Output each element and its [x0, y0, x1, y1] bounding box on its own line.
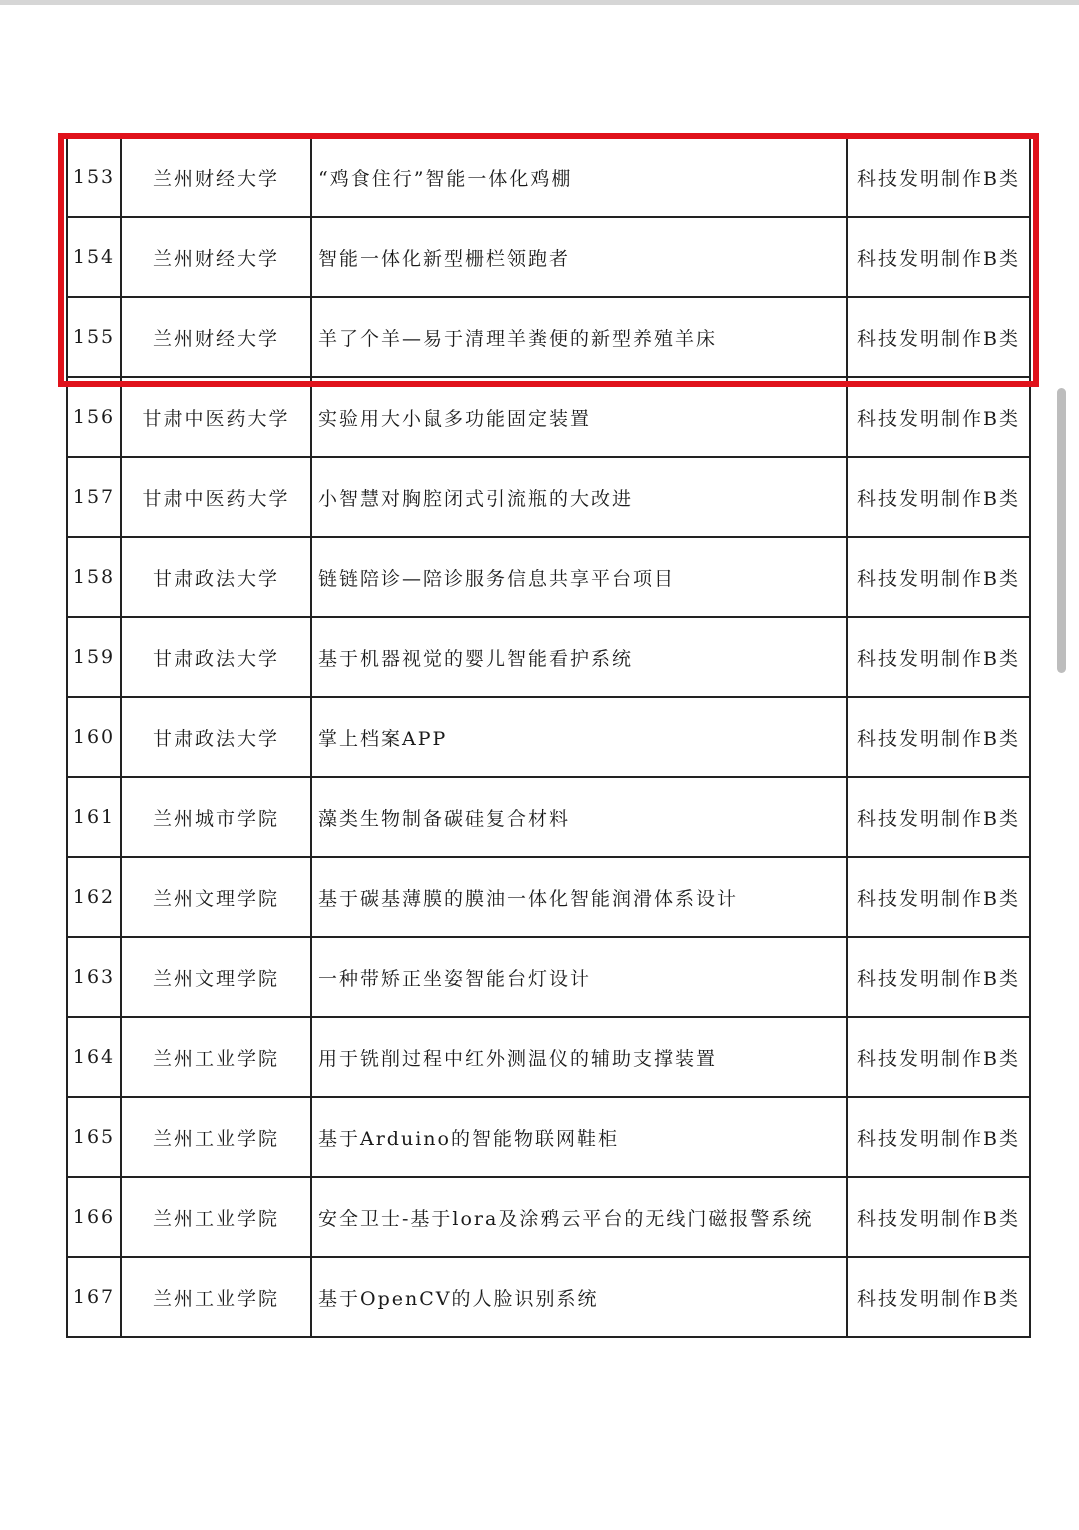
table-row [67, 537, 1030, 617]
award-category: 科技发明制作B类 [847, 377, 1030, 457]
table-row [67, 297, 1030, 377]
project-title: 基于碳基薄膜的膜油一体化智能润滑体系设计 [311, 857, 847, 937]
project-title: 实验用大小鼠多功能固定装置 [311, 377, 847, 457]
school-name: 甘肃中医药大学 [121, 457, 311, 537]
project-title: 羊了个羊—易于清理羊粪便的新型养殖羊床 [311, 297, 847, 377]
award-category: 科技发明制作B类 [847, 937, 1030, 1017]
school-name: 兰州财经大学 [121, 137, 311, 217]
school-name: 兰州工业学院 [121, 1097, 311, 1177]
top-edge-strip [0, 0, 1079, 5]
project-title: 藻类生物制备碳硅复合材料 [311, 777, 847, 857]
school-name: 甘肃政法大学 [121, 697, 311, 777]
row-number: 158 [67, 537, 121, 617]
award-category: 科技发明制作B类 [847, 457, 1030, 537]
row-number: 160 [67, 697, 121, 777]
project-title: 基于机器视觉的婴儿智能看护系统 [311, 617, 847, 697]
award-category: 科技发明制作B类 [847, 537, 1030, 617]
row-number: 155 [67, 297, 121, 377]
table-row [67, 617, 1030, 697]
row-number: 157 [67, 457, 121, 537]
school-name: 兰州工业学院 [121, 1177, 311, 1257]
row-number: 156 [67, 377, 121, 457]
award-category: 科技发明制作B类 [847, 697, 1030, 777]
school-name: 兰州财经大学 [121, 217, 311, 297]
award-category: 科技发明制作B类 [847, 1097, 1030, 1177]
table-body [67, 137, 1030, 1337]
table-row [67, 377, 1030, 457]
school-name: 甘肃中医药大学 [121, 377, 311, 457]
project-title: 一种带矫正坐姿智能台灯设计 [311, 937, 847, 1017]
row-number: 166 [67, 1177, 121, 1257]
project-title: 基于Arduino的智能物联网鞋柜 [311, 1097, 847, 1177]
project-title: 掌上档案APP [311, 697, 847, 777]
award-category: 科技发明制作B类 [847, 297, 1030, 377]
scrollbar-thumb[interactable] [1057, 388, 1066, 673]
award-category: 科技发明制作B类 [847, 617, 1030, 697]
award-category: 科技发明制作B类 [847, 857, 1030, 937]
project-title: 链链陪诊—陪诊服务信息共享平台项目 [311, 537, 847, 617]
award-category: 科技发明制作B类 [847, 1257, 1030, 1337]
table-row [67, 937, 1030, 1017]
project-title: 用于铣削过程中红外测温仪的辅助支撑装置 [311, 1017, 847, 1097]
school-name: 甘肃政法大学 [121, 537, 311, 617]
table-row [67, 1177, 1030, 1257]
award-category: 科技发明制作B类 [847, 777, 1030, 857]
project-title: 安全卫士-基于lora及涂鸦云平台的无线门磁报警系统 [311, 1177, 847, 1257]
project-title: 基于OpenCV的人脸识别系统 [311, 1257, 847, 1337]
project-title: 智能一体化新型栅栏领跑者 [311, 217, 847, 297]
table-row [67, 1097, 1030, 1177]
project-title: “鸡食住行”智能一体化鸡棚 [311, 137, 847, 217]
award-list-table [66, 136, 1031, 1338]
award-category: 科技发明制作B类 [847, 1017, 1030, 1097]
table-row [67, 777, 1030, 857]
school-name: 兰州财经大学 [121, 297, 311, 377]
table-row [67, 137, 1030, 217]
row-number: 162 [67, 857, 121, 937]
project-title: 小智慧对胸腔闭式引流瓶的大改进 [311, 457, 847, 537]
table-row [67, 217, 1030, 297]
table-row [67, 857, 1030, 937]
award-category: 科技发明制作B类 [847, 217, 1030, 297]
row-number: 165 [67, 1097, 121, 1177]
row-number: 159 [67, 617, 121, 697]
table-row [67, 1017, 1030, 1097]
row-number: 154 [67, 217, 121, 297]
row-number: 163 [67, 937, 121, 1017]
table-row [67, 697, 1030, 777]
row-number: 161 [67, 777, 121, 857]
school-name: 甘肃政法大学 [121, 617, 311, 697]
award-category: 科技发明制作B类 [847, 1177, 1030, 1257]
award-category: 科技发明制作B类 [847, 137, 1030, 217]
row-number: 164 [67, 1017, 121, 1097]
school-name: 兰州工业学院 [121, 1017, 311, 1097]
school-name: 兰州工业学院 [121, 1257, 311, 1337]
school-name: 兰州文理学院 [121, 857, 311, 937]
row-number: 167 [67, 1257, 121, 1337]
school-name: 兰州城市学院 [121, 777, 311, 857]
table-row [67, 1257, 1030, 1337]
row-number: 153 [67, 137, 121, 217]
school-name: 兰州文理学院 [121, 937, 311, 1017]
table-row [67, 457, 1030, 537]
